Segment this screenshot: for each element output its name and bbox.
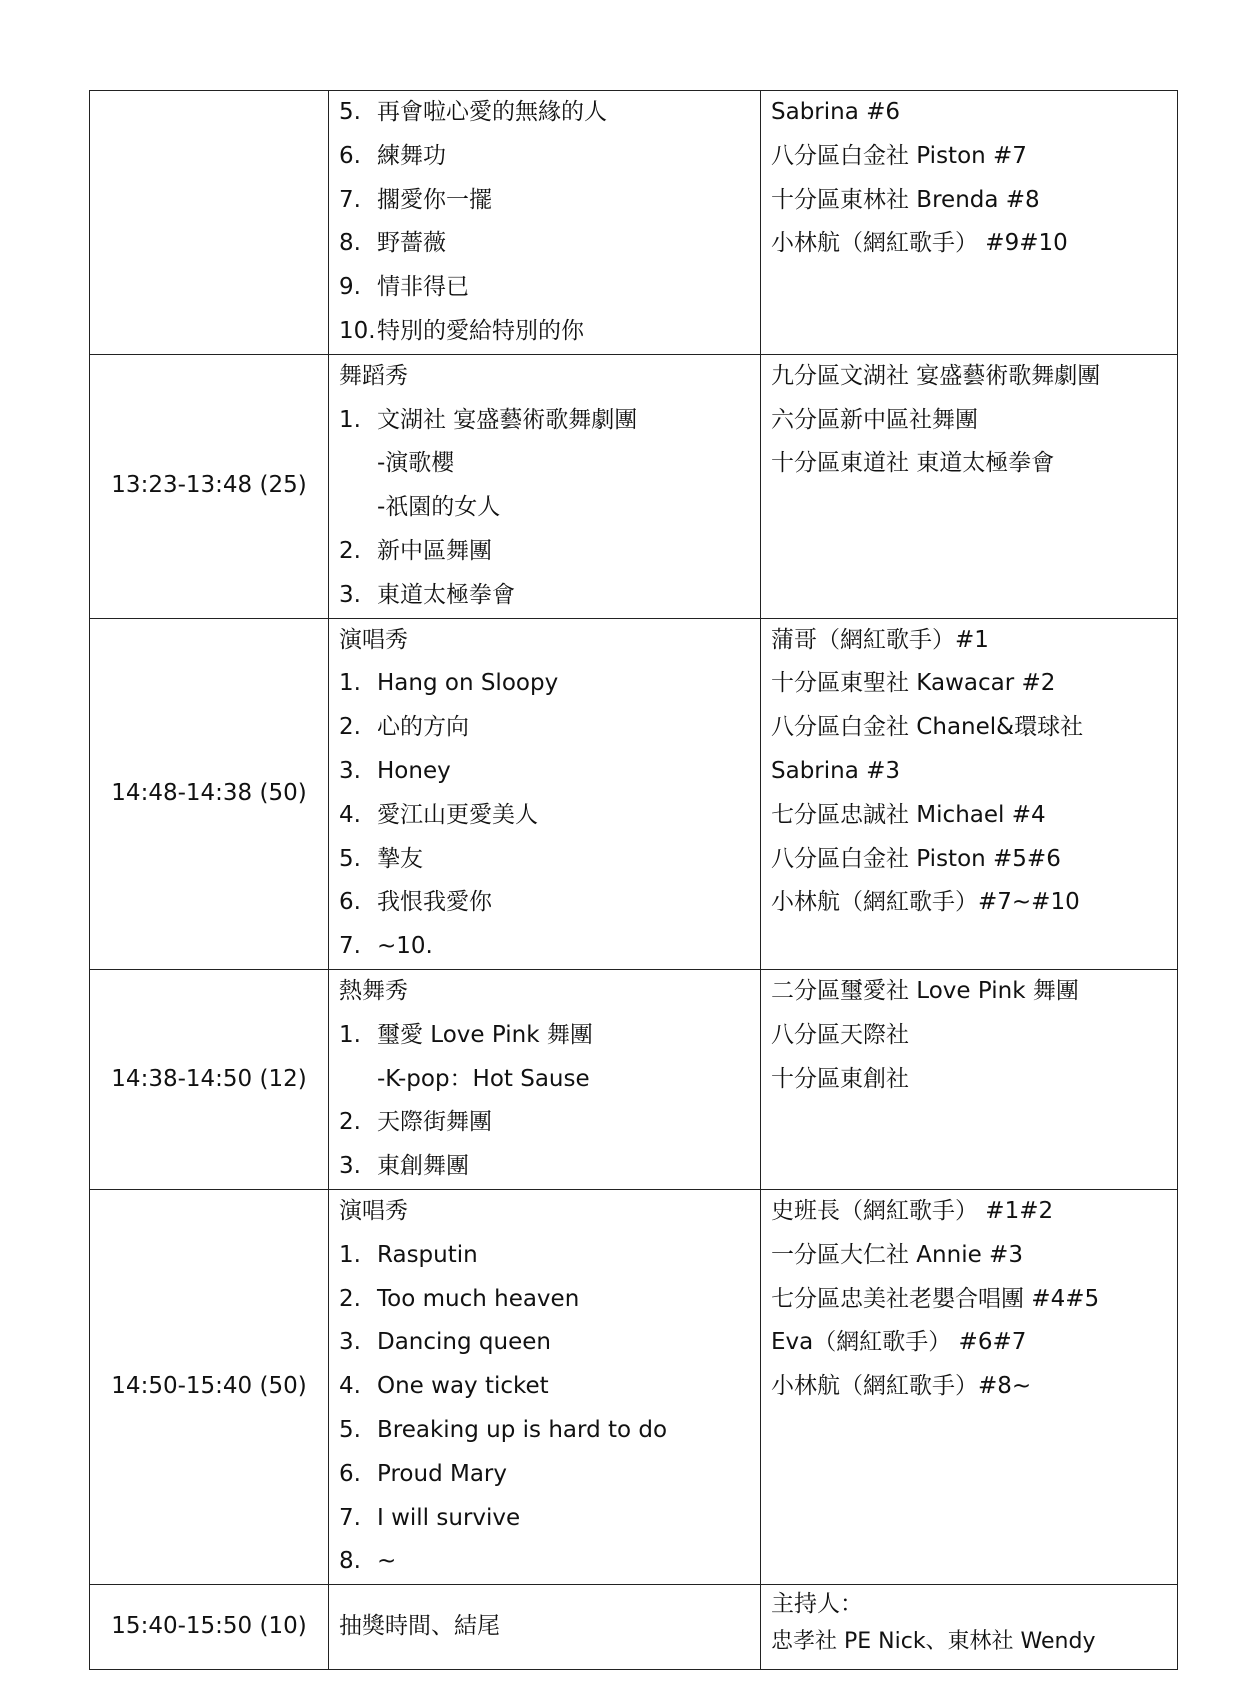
program-item: 4. One way ticket	[339, 1373, 549, 1400]
performer-line: 八分區白金社 Chanel&環球社	[771, 714, 1084, 741]
program-title: 熱舞秀	[339, 977, 408, 1004]
host-names: 忠孝社 PE Nick、東林社 Wendy	[771, 1629, 1096, 1655]
program-cell	[329, 1585, 761, 1670]
schedule-row	[90, 354, 1178, 618]
schedule-row	[90, 618, 1178, 969]
performer-line: 七分區忠誠社 Michael #4	[771, 801, 1046, 828]
program-item: 5. 摯友	[339, 845, 423, 872]
program-item: 5. 再會啦心愛的無緣的人	[339, 99, 607, 125]
program-item: 9. 情非得已	[339, 274, 469, 301]
program-item: 2. 心的方向	[339, 714, 469, 741]
performer-cell	[761, 91, 1178, 355]
program-item: 8. ~	[339, 1548, 397, 1575]
program-cell	[329, 1189, 761, 1584]
performer-line: 蒲哥（網紅歌手）#1	[771, 626, 989, 653]
program-item: 1. 璽愛 Love Pink 舞團	[339, 1021, 593, 1048]
program-item: 8. 野薔薇	[339, 230, 446, 257]
performer-line: 九分區文湖社 宴盛藝術歌舞劇團	[771, 362, 1101, 389]
performer-line: 十分區東聖社 Kawacar #2	[771, 670, 1056, 697]
performer-line: 十分區東創社	[771, 1065, 909, 1092]
performer-cell	[761, 969, 1178, 1189]
program-item: 6. 練舞功	[339, 142, 446, 169]
schedule-row	[90, 1585, 1178, 1670]
program-item: 2. 天際街舞團	[339, 1109, 492, 1136]
performer-line: Sabrina #6	[771, 99, 901, 125]
performer-cell	[761, 1189, 1178, 1584]
performer-line: 小林航（網紅歌手） #9#10	[771, 230, 1068, 257]
performer-line: 小林航（網紅歌手）#7~#10	[771, 889, 1080, 916]
performer-line: 八分區白金社 Piston #7	[771, 142, 1027, 169]
program-item: 3. Honey	[339, 757, 451, 784]
performer-line: 十分區東道社 東道太極拳會	[771, 450, 1055, 477]
performer-line: 八分區白金社 Piston #5#6	[771, 845, 1061, 872]
program-title: 舞蹈秀	[339, 362, 408, 389]
performer-line: 史班長（網紅歌手） #1#2	[771, 1197, 1054, 1224]
performer-line: 七分區忠美社老嬰合唱團 #4#5	[771, 1285, 1100, 1312]
program-cell	[329, 354, 761, 618]
time-cell: 14:48-14:38 (50)	[90, 618, 329, 969]
program-subitem: -演歌櫻	[377, 450, 455, 477]
schedule-row	[90, 91, 1178, 355]
program-title: 抽獎時間、結尾	[339, 1613, 500, 1640]
performer-line: 八分區天際社	[771, 1021, 909, 1048]
program-item: 7. 擱愛你一擺	[339, 186, 492, 213]
time-cell: 13:23-13:48 (25)	[90, 354, 329, 618]
time-cell: 14:50-15:40 (50)	[90, 1189, 329, 1584]
performer-line: 一分區大仁社 Annie #3	[771, 1241, 1023, 1268]
schedule-row	[90, 1189, 1178, 1584]
host-cell	[761, 1585, 1178, 1670]
program-cell	[329, 618, 761, 969]
program-item: 1. 文湖社 宴盛藝術歌舞劇團	[339, 406, 638, 433]
performer-cell	[761, 618, 1178, 969]
program-cell	[329, 969, 761, 1189]
program-item: 1. Hang on Sloopy	[339, 670, 559, 697]
program-item: 5. Breaking up is hard to do	[339, 1416, 668, 1443]
program-item: 3. Dancing queen	[339, 1329, 551, 1356]
program-title: 演唱秀	[339, 626, 408, 653]
program-subitem: -K-pop：Hot Sause	[377, 1065, 590, 1092]
program-item: 2. 新中區舞團	[339, 537, 492, 564]
performer-line: 二分區璽愛社 Love Pink 舞團	[771, 977, 1079, 1004]
program-item: 6. 我恨我愛你	[339, 889, 492, 916]
program-cell	[329, 91, 761, 355]
performer-line: 十分區東林社 Brenda #8	[771, 186, 1040, 213]
performer-line: Sabrina #3	[771, 757, 901, 784]
program-item: 7. I will survive	[339, 1504, 521, 1531]
host-label: 主持人：	[771, 1591, 863, 1618]
schedule-row	[90, 969, 1178, 1189]
time-cell: 15:40-15:50 (10)	[90, 1585, 329, 1670]
program-item: 7. ~10.	[339, 933, 433, 960]
program-item: 6. Proud Mary	[339, 1460, 507, 1487]
time-cell: 14:38-14:50 (12)	[90, 969, 329, 1189]
performer-cell	[761, 354, 1178, 618]
program-subitem: -祇園的女人	[377, 494, 501, 521]
program-item: 10. 特別的愛給特別的你	[339, 317, 584, 344]
program-item: 1. Rasputin	[339, 1241, 478, 1268]
program-item: 3. 東創舞團	[339, 1153, 469, 1180]
program-item: 3. 東道太極拳會	[339, 581, 515, 608]
program-item: 2. Too much heaven	[339, 1285, 580, 1312]
performer-line: 小林航（網紅歌手）#8~	[771, 1373, 1032, 1400]
program-title: 演唱秀	[339, 1197, 408, 1224]
program-item: 4. 愛江山更愛美人	[339, 801, 538, 828]
performer-line: 六分區新中區社舞團	[771, 406, 978, 433]
time-cell	[90, 91, 329, 355]
schedule-table	[89, 90, 1178, 1670]
performer-line: Eva（網紅歌手） #6#7	[771, 1329, 1027, 1356]
